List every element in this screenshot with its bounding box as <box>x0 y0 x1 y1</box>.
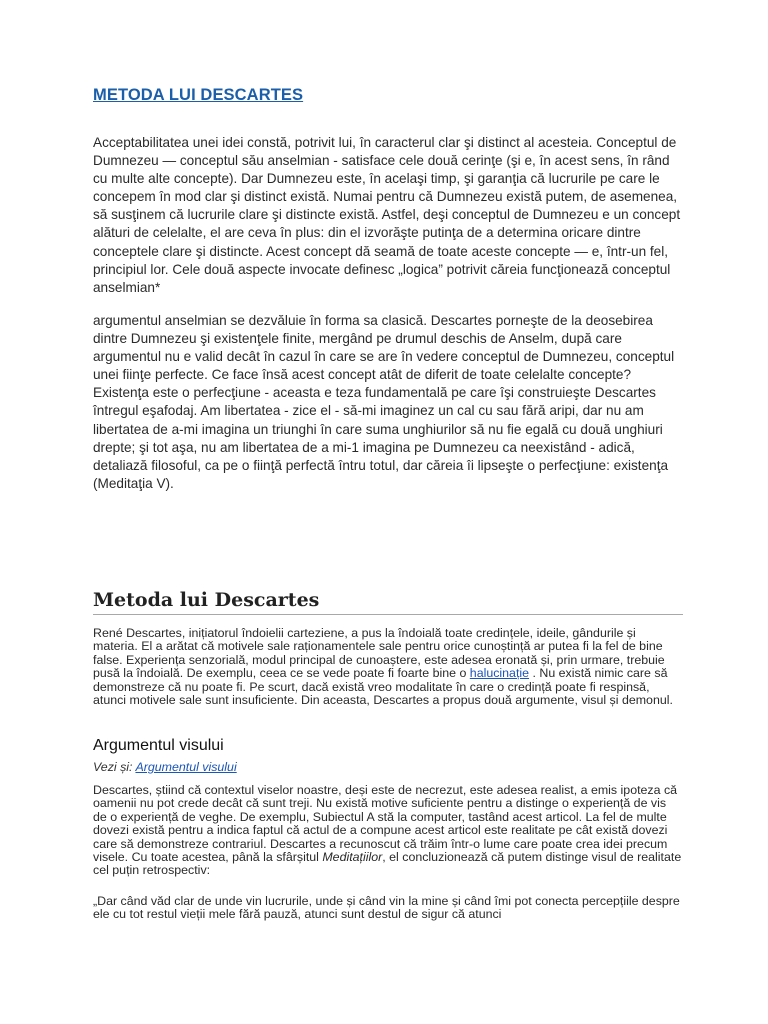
dream-text-start: Descartes, știind că contextul viselor noastre, deși este de necrezut, este adesea realist, a emis ipoteza că oamenii nu pot crede decât că sunt treji. Nu există motive suficiente pentru a distinge o experiență de vis de o experiență de veghe. De exemplu, Subiectul A stă la computer, tastând acest articol. La fel de multe dovezi există pentru a indica faptul că actul de a compune acest articol este realitate pe cât există dovezi care să demonstreze contrariul. Descartes a recunoscut că trăim într-o lume care poate crea idei precum visele. Cu toate acestea, până la sfârșitul <box>93 783 678 865</box>
paragraph-descartes-concept: Acceptabilitatea unei idei constă, potrivit lui, în caracterul clar şi distinct al acesteia. Conceptul de Dumnezeu — conceptul său anselmian - satisface cele două cerinţe (şi e, în acest sens, în rând cu multe alte concepte). Dar Dumnezeu este, în acelaşi timp, şi garanţia că lucrurile pe care le concepem în mod clar şi distinct există. Numai pentru că Dumnezeu există putem, de asemenea, să susţinem că lucrurile clare şi distincte există. Astfel, deşi conceptul de Dumnezeu e un concept alături de celelalte, el are ceva în plus: din el izvorăşte putinţa de a determina oricare dintre conceptele clare şi distincte. Acest concept dă seamă de toate aceste concepte — e, într-un fel, principiul lor. Cele două aspecte invocate definesc „logica” potrivit căreia funcţionează conceptul anselmian* <box>93 135 681 295</box>
see-also-link[interactable]: Argumentul visului <box>135 760 237 774</box>
subheading-argumentul-visului: Argumentul visului <box>93 737 224 754</box>
meditatii-emphasis: Meditațiilor <box>322 850 383 865</box>
paragraph-intro-descartes <box>93 627 683 707</box>
document-title-link[interactable]: METODA LUI DESCARTES <box>93 86 304 104</box>
intro-text-start: René Descartes, inițiatorul îndoielii carteziene, a pus la îndoială toate credințele, ideile, gândurile și materia. El a arătat că motivele sale raționamentele sale pentru orice cunoștință ar putea fi la fel de bine false. Experiența senzorială, modul principal de cunoaștere, este adesea eronată și, prin urmare, trebuie pusă la îndoială. De exemplu, ceea ce se vede poate fi foarte bine o <box>93 626 665 681</box>
quote-paragraph: „Dar când văd clar de unde vin lucrurile, unde și când vin la mine și când îmi pot conecta percepțiile despre ele cu tot restul vieții mele fără pauză, atunci sunt destul de sigur că atunci <box>93 894 680 922</box>
dream-text-end: , el concluzionează că putem distinge visul de realitate cel puțin retrospectiv: <box>93 850 682 878</box>
section-heading-metoda: Metoda lui Descartes <box>93 589 683 615</box>
halucinatie-link[interactable]: halucinație <box>469 666 530 681</box>
intro-text-end: . Nu există nimic care să demonstreze că nu poate fi. Pe scurt, dacă există vreo modalitate în care o credință poate fi respinsă, atunci motivele sale sunt insuficiente. Din aceasta, Descartes a propus două argumente, visul și demonul. <box>93 666 673 708</box>
paragraph-dream-argument <box>93 784 683 878</box>
see-also-label: Vezi și: <box>93 760 133 774</box>
paragraph-anselmian-argument: argumentul anselmian se dezvăluie în forma sa clasică. Descartes porneşte de la deosebirea dintre Dumnezeu şi existenţele finite, mergând pe drumul deschis de Anselm, după care argumentul nu e valid decât în cazul în care se are în vedere conceptul de Dumnezeu, conceptul unei fiinţe perfecte. Ce face însă acest concept atât de diferit de toate celelalte concepte? Existenţa este o perfecţiune - aceasta e teza fundamentală pe care îşi construieşte Descartes întregul eşafodaj. Am libertatea - zice el - să-mi imaginez un cal cu sau fără aripi, dar nu am libertatea de a-mi imagina un triunghi în care suma unghiurilor să nu fie egală cu două unghiuri drepte; şi tot aşa, nu am libertatea de a mi-1 imagina pe Dumnezeu ca neexistând - adică, detaliază filosoful, ca pe o fiinţă perfectă întru totul, dar căreia îi lipseşte o perfecţiune: existenţa (Meditaţia V). <box>93 313 675 491</box>
see-also-note <box>93 760 237 774</box>
